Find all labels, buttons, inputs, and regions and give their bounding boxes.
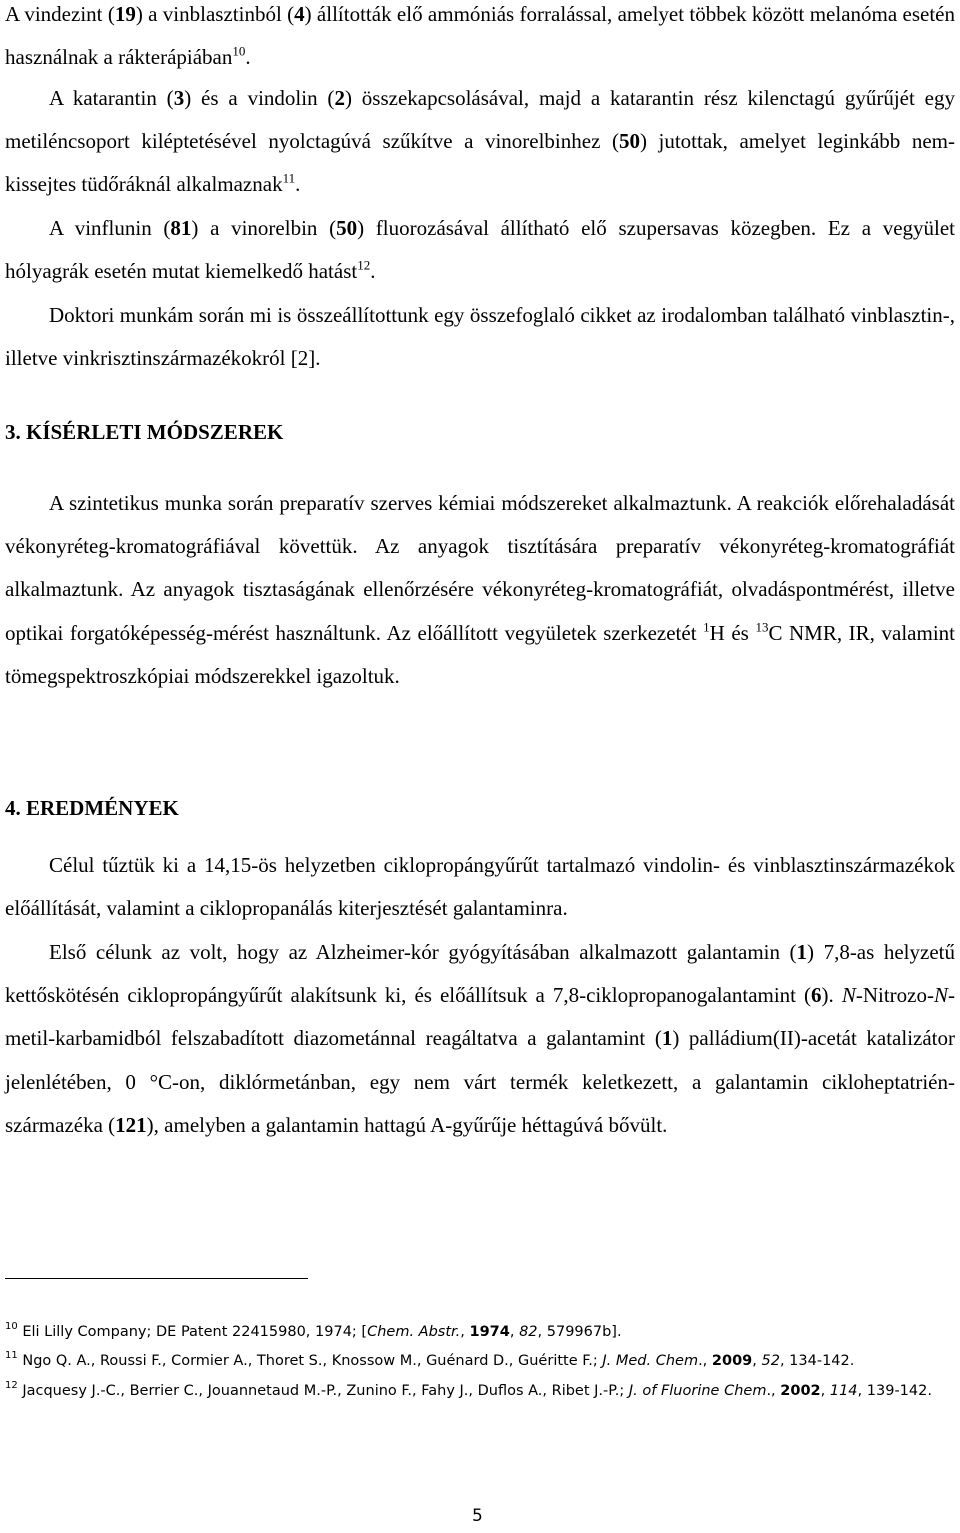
- paragraph-review: Doktori munkám során mi is összeállítottunk egy összefoglaló cikket az irodalomban található vinblasztin-, illetve vinkrisztinszármazékokról [2].: [5, 303, 955, 371]
- compound-number: 2: [334, 86, 345, 110]
- compound-number: 1: [796, 940, 808, 964]
- compound-number: 121: [115, 1112, 147, 1137]
- compound-number: 19: [114, 2, 136, 26]
- paragraph-vindezint: A vindezint (19) a vinblasztinból (4) állították elő ammóniás forralással, amelyet többek között melanóma esetén használnak a rákterápiában$^{10}$.: [5, 2, 955, 70]
- compound-number: 81: [170, 216, 192, 240]
- footnote-12: $^{12}$ Jacquesy J.-C., Berrier C., Jouannetaud M.-P., Zunino F., Fahy J., Duflos A., Ribet J.-P.; J. of Fluorine Chem., 2002, 114, 139-142.: [5, 1379, 932, 1399]
- footnotes: [5, 1318, 955, 1406]
- compound-number: 3: [173, 86, 185, 110]
- compound-number: 1: [661, 1026, 673, 1051]
- paragraph-vinflunin: A vinflunin (81) a vinorelbin (50) fluorozásával állítható elő szupersavas közegben. Ez a vegyület hólyagrák esetén mutat kiemelkedő hatást$^{12}$.: [5, 216, 956, 284]
- section-heading-results: 4. EREDMÉNYEK: [5, 796, 179, 820]
- compound-number: 4: [294, 2, 305, 26]
- footnote-ref: 12: [357, 257, 371, 273]
- page-number: 5: [472, 1506, 483, 1526]
- footnote-10: $^{10}$ Eli Lilly Company; DE Patent 22415980, 1974; [Chem. Abstr., 1974, 82, 579967b].: [5, 1321, 622, 1340]
- compound-number: 6: [811, 983, 822, 1008]
- footnote-separator: [5, 1278, 308, 1279]
- compound-number: 50: [336, 216, 358, 240]
- paragraph-vinorelbin: A katarantin (3) és a vindolin (2) összekapcsolásával, majd a katarantin rész kilenctagú gyűrűjét egy metiléncsoport kiléptetésével nyolctagúvá szűkítve a vinorelbinhez (50) jutottak, amelyet leginkább nem-kissejtes tüdőráknál alkalmaznak$^{11}$.: [5, 86, 956, 197]
- footnote-11: $^{11}$ Ngo Q. A., Roussi F., Cormier A., Thoret S., Knossow M., Guénard D., Guéritte F.; J. Med. Chem., 2009, 52, 134-142.: [5, 1350, 855, 1370]
- section-heading-methods: 3. KÍSÉRLETI MÓDSZEREK: [5, 420, 284, 444]
- paragraph-goal: Célul tűztük ki a 14,15-ös helyzetben ciklopropángyűrűt tartalmazó vindolin- és vinblasztinszármazékok előállítását, valamint a ciklopropanálás kiterjesztését galantaminra.: [5, 853, 955, 921]
- footnote-ref: 11: [282, 170, 296, 186]
- footnote-ref: 10: [232, 43, 246, 59]
- compound-number: 50: [618, 129, 640, 154]
- paragraph-methods: A szintetikus munka során preparatív szerves kémiai módszereket alkalmaztunk. A reakciók előrehaladását vékonyréteg-kromatográfiával követtük. Az anyagok tisztítására preparatív vékonyréteg-kromatográfiát alkalmaztunk. Az anyagok tisztaságának ellenőrzésére vékonyréteg-kromatográfiát, olvadáspontmérést, illetve optikai forgatóképesség-mérést használtunk. Az előállított vegyületek szerkezetét $^1$H és $^{13}$C NMR, IR, valamint tömegspektroszkópiai módszerekkel igazoltuk.: [5, 491, 955, 688]
- paragraph-galantamine: Első célunk az volt, hogy az Alzheimer-kór gyógyításában alkalmazott galantamin (1) 7,8-as helyzetű kettőskötésén ciklopropángyűrűt alakítsunk ki, és előállítsuk a 7,8-ciklopropanogalantamint (6). N-Nitrozo-N-metil-karbamidból felszabadított diazometánnal reagáltatva a galantamint (1) palládium(II)-acetát katalizátor jelenlétében, 0 °C-on, diklórmetánban, egy nem várt termék keletkezett, a galantamin cikloheptatrién-származéka (121), amelyben a galantamin hattagú A-gyűrűje héttagúvá bővült.: [5, 940, 955, 1137]
